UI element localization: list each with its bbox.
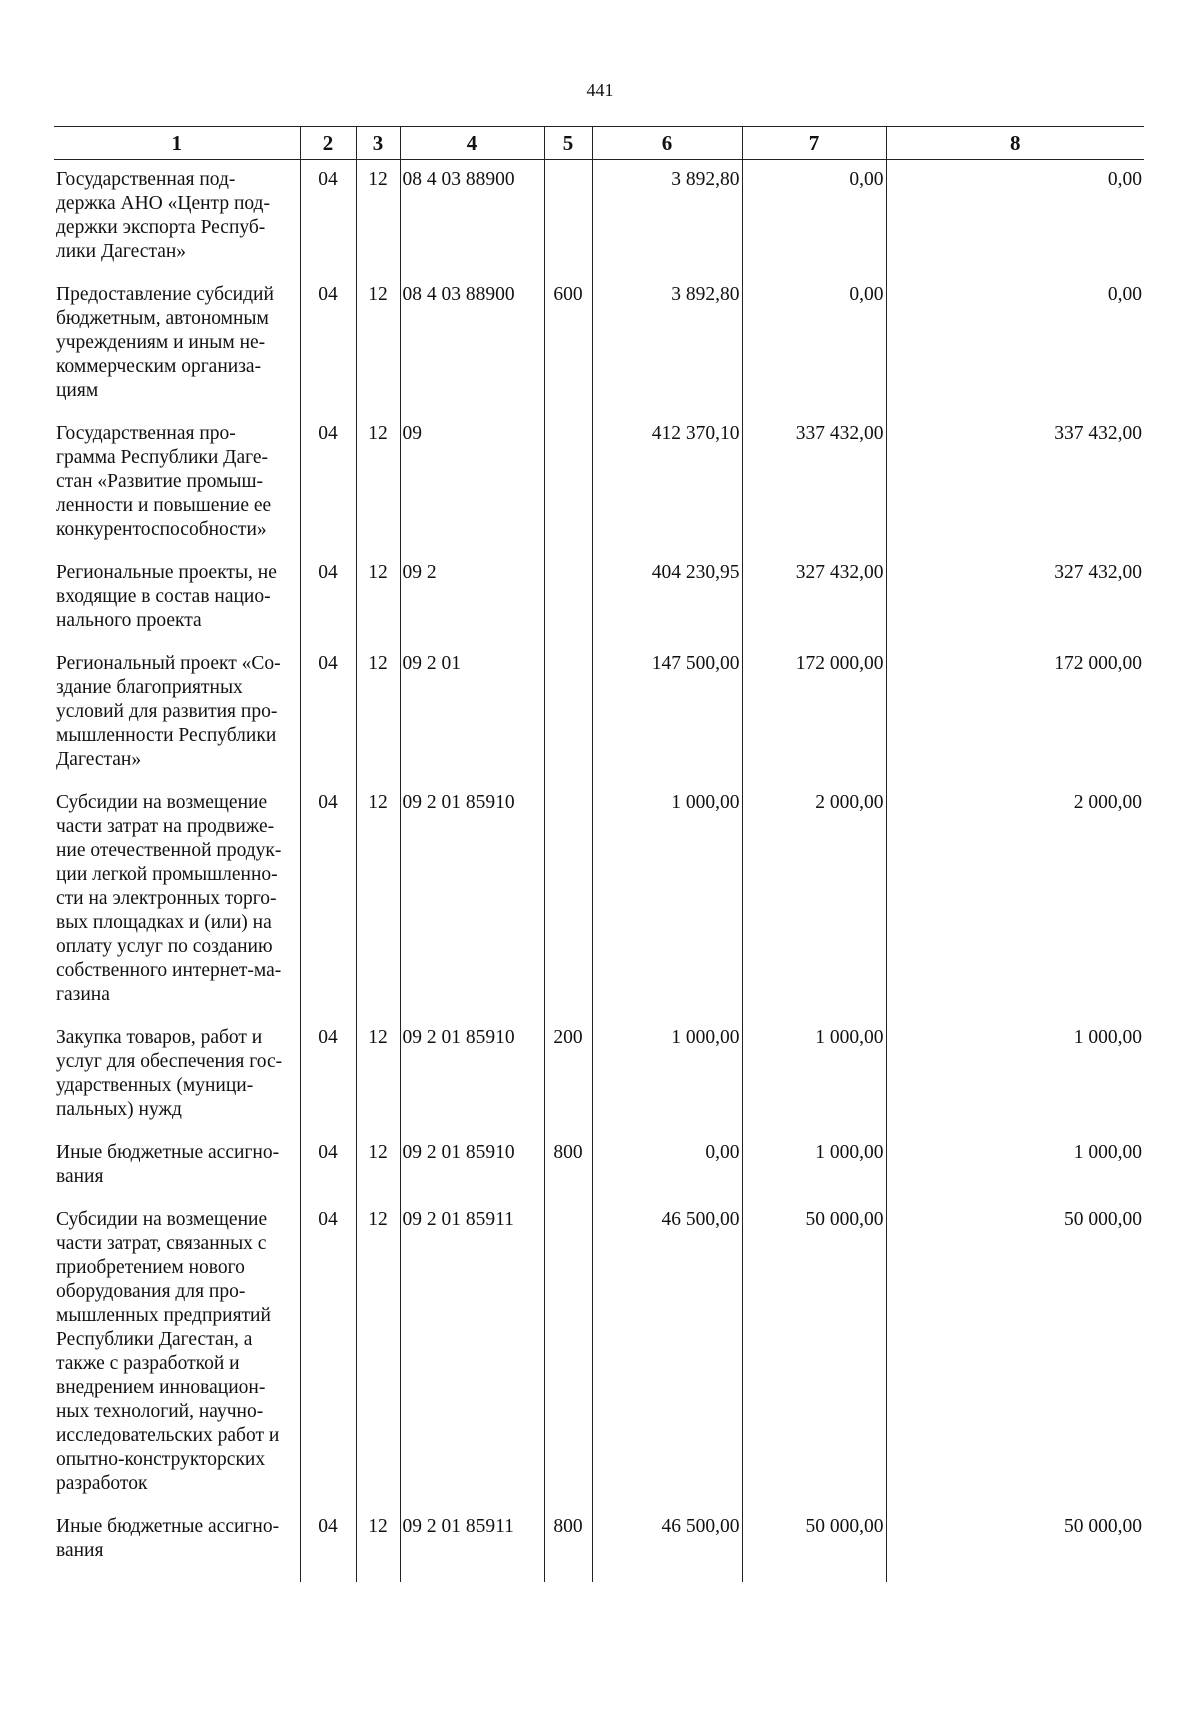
amount-col-6: 1 000,00	[592, 1026, 742, 1141]
table-row	[54, 1208, 1144, 1515]
section-code: 04	[300, 160, 356, 284]
target-article-code: 09 2 01 85910	[400, 1141, 544, 1208]
section-code: 04	[300, 422, 356, 561]
target-article-code: 09	[400, 422, 544, 561]
column-header-2: 2	[300, 127, 356, 160]
column-header-8: 8	[886, 127, 1144, 160]
row-name: Региональные проекты, не входящие в состав нацио-нального проекта	[56, 562, 277, 631]
target-article-code: 08 4 03 88900	[400, 283, 544, 422]
row-name: Региональный проект «Со-здание благоприятных условий для развития про-мышленности Республики Дагестан»	[56, 653, 281, 770]
column-header-7: 7	[742, 127, 886, 160]
expense-type-code	[544, 561, 592, 652]
amount-col-7: 0,00	[742, 160, 886, 284]
table-body	[54, 160, 1144, 1583]
section-code: 04	[300, 652, 356, 791]
section-code: 04	[300, 561, 356, 652]
expense-type-code: 800	[544, 1141, 592, 1208]
section-code: 04	[300, 1208, 356, 1515]
section-code: 04	[300, 1515, 356, 1582]
section-code: 04	[300, 791, 356, 1026]
amount-col-8: 172 000,00	[886, 652, 1144, 791]
row-name: Иные бюджетные ассигно-вания	[56, 1142, 280, 1187]
row-name: Иные бюджетные ассигно-вания	[56, 1516, 280, 1561]
row-name: Государственная про-грамма Республики Даге-стан «Развитие промыш-ленности и повышение ее конкурентоспособности»	[56, 423, 272, 540]
amount-col-6: 404 230,95	[592, 561, 742, 652]
row-name: Субсидии на возмещение части затрат на продвиже-ние отечественной продук-ции легкой промышленно-сти на электронных торго-вых площадках и (или) на оплату услуг по созданию собственного интернет-ма-газина	[56, 792, 282, 1005]
target-article-code: 09 2 01	[400, 652, 544, 791]
amount-col-6: 412 370,10	[592, 422, 742, 561]
subsection-code: 12	[356, 1026, 400, 1141]
section-code: 04	[300, 283, 356, 422]
amount-col-7: 0,00	[742, 283, 886, 422]
section-code: 04	[300, 1026, 356, 1141]
column-header-4: 4	[400, 127, 544, 160]
subsection-code: 12	[356, 1141, 400, 1208]
row-name: Закупка товаров, работ и услуг для обеспечения гос-ударственных (муници-пальных) нужд	[56, 1027, 283, 1120]
subsection-code: 12	[356, 652, 400, 791]
amount-col-8: 0,00	[886, 160, 1144, 284]
column-header-6: 6	[592, 127, 742, 160]
subsection-code: 12	[356, 1208, 400, 1515]
target-article-code: 09 2 01 85910	[400, 791, 544, 1026]
column-header-1: 1	[54, 127, 300, 160]
column-header-5: 5	[544, 127, 592, 160]
amount-col-8: 50 000,00	[886, 1515, 1144, 1582]
amount-col-7: 1 000,00	[742, 1141, 886, 1208]
amount-col-7: 327 432,00	[742, 561, 886, 652]
expense-type-code	[544, 422, 592, 561]
subsection-code: 12	[356, 1515, 400, 1582]
amount-col-8: 0,00	[886, 283, 1144, 422]
table-row	[54, 561, 1144, 652]
amount-col-7: 1 000,00	[742, 1026, 886, 1141]
amount-col-6: 46 500,00	[592, 1515, 742, 1582]
table-row	[54, 160, 1144, 284]
subsection-code: 12	[356, 422, 400, 561]
amount-col-8: 337 432,00	[886, 422, 1144, 561]
row-name: Предоставление субсидий бюджетным, автономным учреждениям и иным не-коммерческим организа-циям	[56, 284, 274, 401]
amount-col-7: 337 432,00	[742, 422, 886, 561]
header-row	[54, 127, 1144, 160]
amount-col-8: 327 432,00	[886, 561, 1144, 652]
expense-type-code	[544, 160, 592, 284]
amount-col-6: 147 500,00	[592, 652, 742, 791]
amount-col-7: 172 000,00	[742, 652, 886, 791]
amount-col-6: 46 500,00	[592, 1208, 742, 1515]
expense-type-code: 200	[544, 1026, 592, 1141]
subsection-code: 12	[356, 561, 400, 652]
amount-col-6: 3 892,80	[592, 160, 742, 284]
amount-col-7: 2 000,00	[742, 791, 886, 1026]
expense-type-code: 600	[544, 283, 592, 422]
section-code: 04	[300, 1141, 356, 1208]
amount-col-8: 50 000,00	[886, 1208, 1144, 1515]
expense-type-code	[544, 652, 592, 791]
amount-col-8: 1 000,00	[886, 1141, 1144, 1208]
amount-col-7: 50 000,00	[742, 1208, 886, 1515]
table-row	[54, 1141, 1144, 1208]
target-article-code: 09 2	[400, 561, 544, 652]
amount-col-7: 50 000,00	[742, 1515, 886, 1582]
target-article-code: 09 2 01 85910	[400, 1026, 544, 1141]
expense-type-code	[544, 791, 592, 1026]
table-row	[54, 1026, 1144, 1141]
subsection-code: 12	[356, 160, 400, 284]
target-article-code: 08 4 03 88900	[400, 160, 544, 284]
amount-col-8: 2 000,00	[886, 791, 1144, 1026]
table-row	[54, 283, 1144, 422]
amount-col-8: 1 000,00	[886, 1026, 1144, 1141]
row-name: Государственная под-держка АНО «Центр под-держки экспорта Респуб-лики Дагестан»	[56, 169, 270, 262]
target-article-code: 09 2 01 85911	[400, 1515, 544, 1582]
expense-type-code	[544, 1208, 592, 1515]
column-header-3: 3	[356, 127, 400, 160]
subsection-code: 12	[356, 283, 400, 422]
amount-col-6: 0,00	[592, 1141, 742, 1208]
amount-col-6: 3 892,80	[592, 283, 742, 422]
target-article-code: 09 2 01 85911	[400, 1208, 544, 1515]
table-row	[54, 422, 1144, 561]
amount-col-6: 1 000,00	[592, 791, 742, 1026]
expense-type-code: 800	[544, 1515, 592, 1582]
page-number: 441	[586, 80, 614, 100]
table-row	[54, 1515, 1144, 1582]
table-row	[54, 652, 1144, 791]
row-name: Субсидии на возмещение части затрат, связанных с приобретением нового оборудования для про-мышленных предприятий Республики Дагестан, а также с разработкой и внедрением инновацион-ных технологий, научно-исследовательских работ и опытно-конструкторских разработок	[56, 1209, 280, 1494]
subsection-code: 12	[356, 791, 400, 1026]
table-row	[54, 791, 1144, 1026]
budget-table	[54, 126, 1144, 1582]
